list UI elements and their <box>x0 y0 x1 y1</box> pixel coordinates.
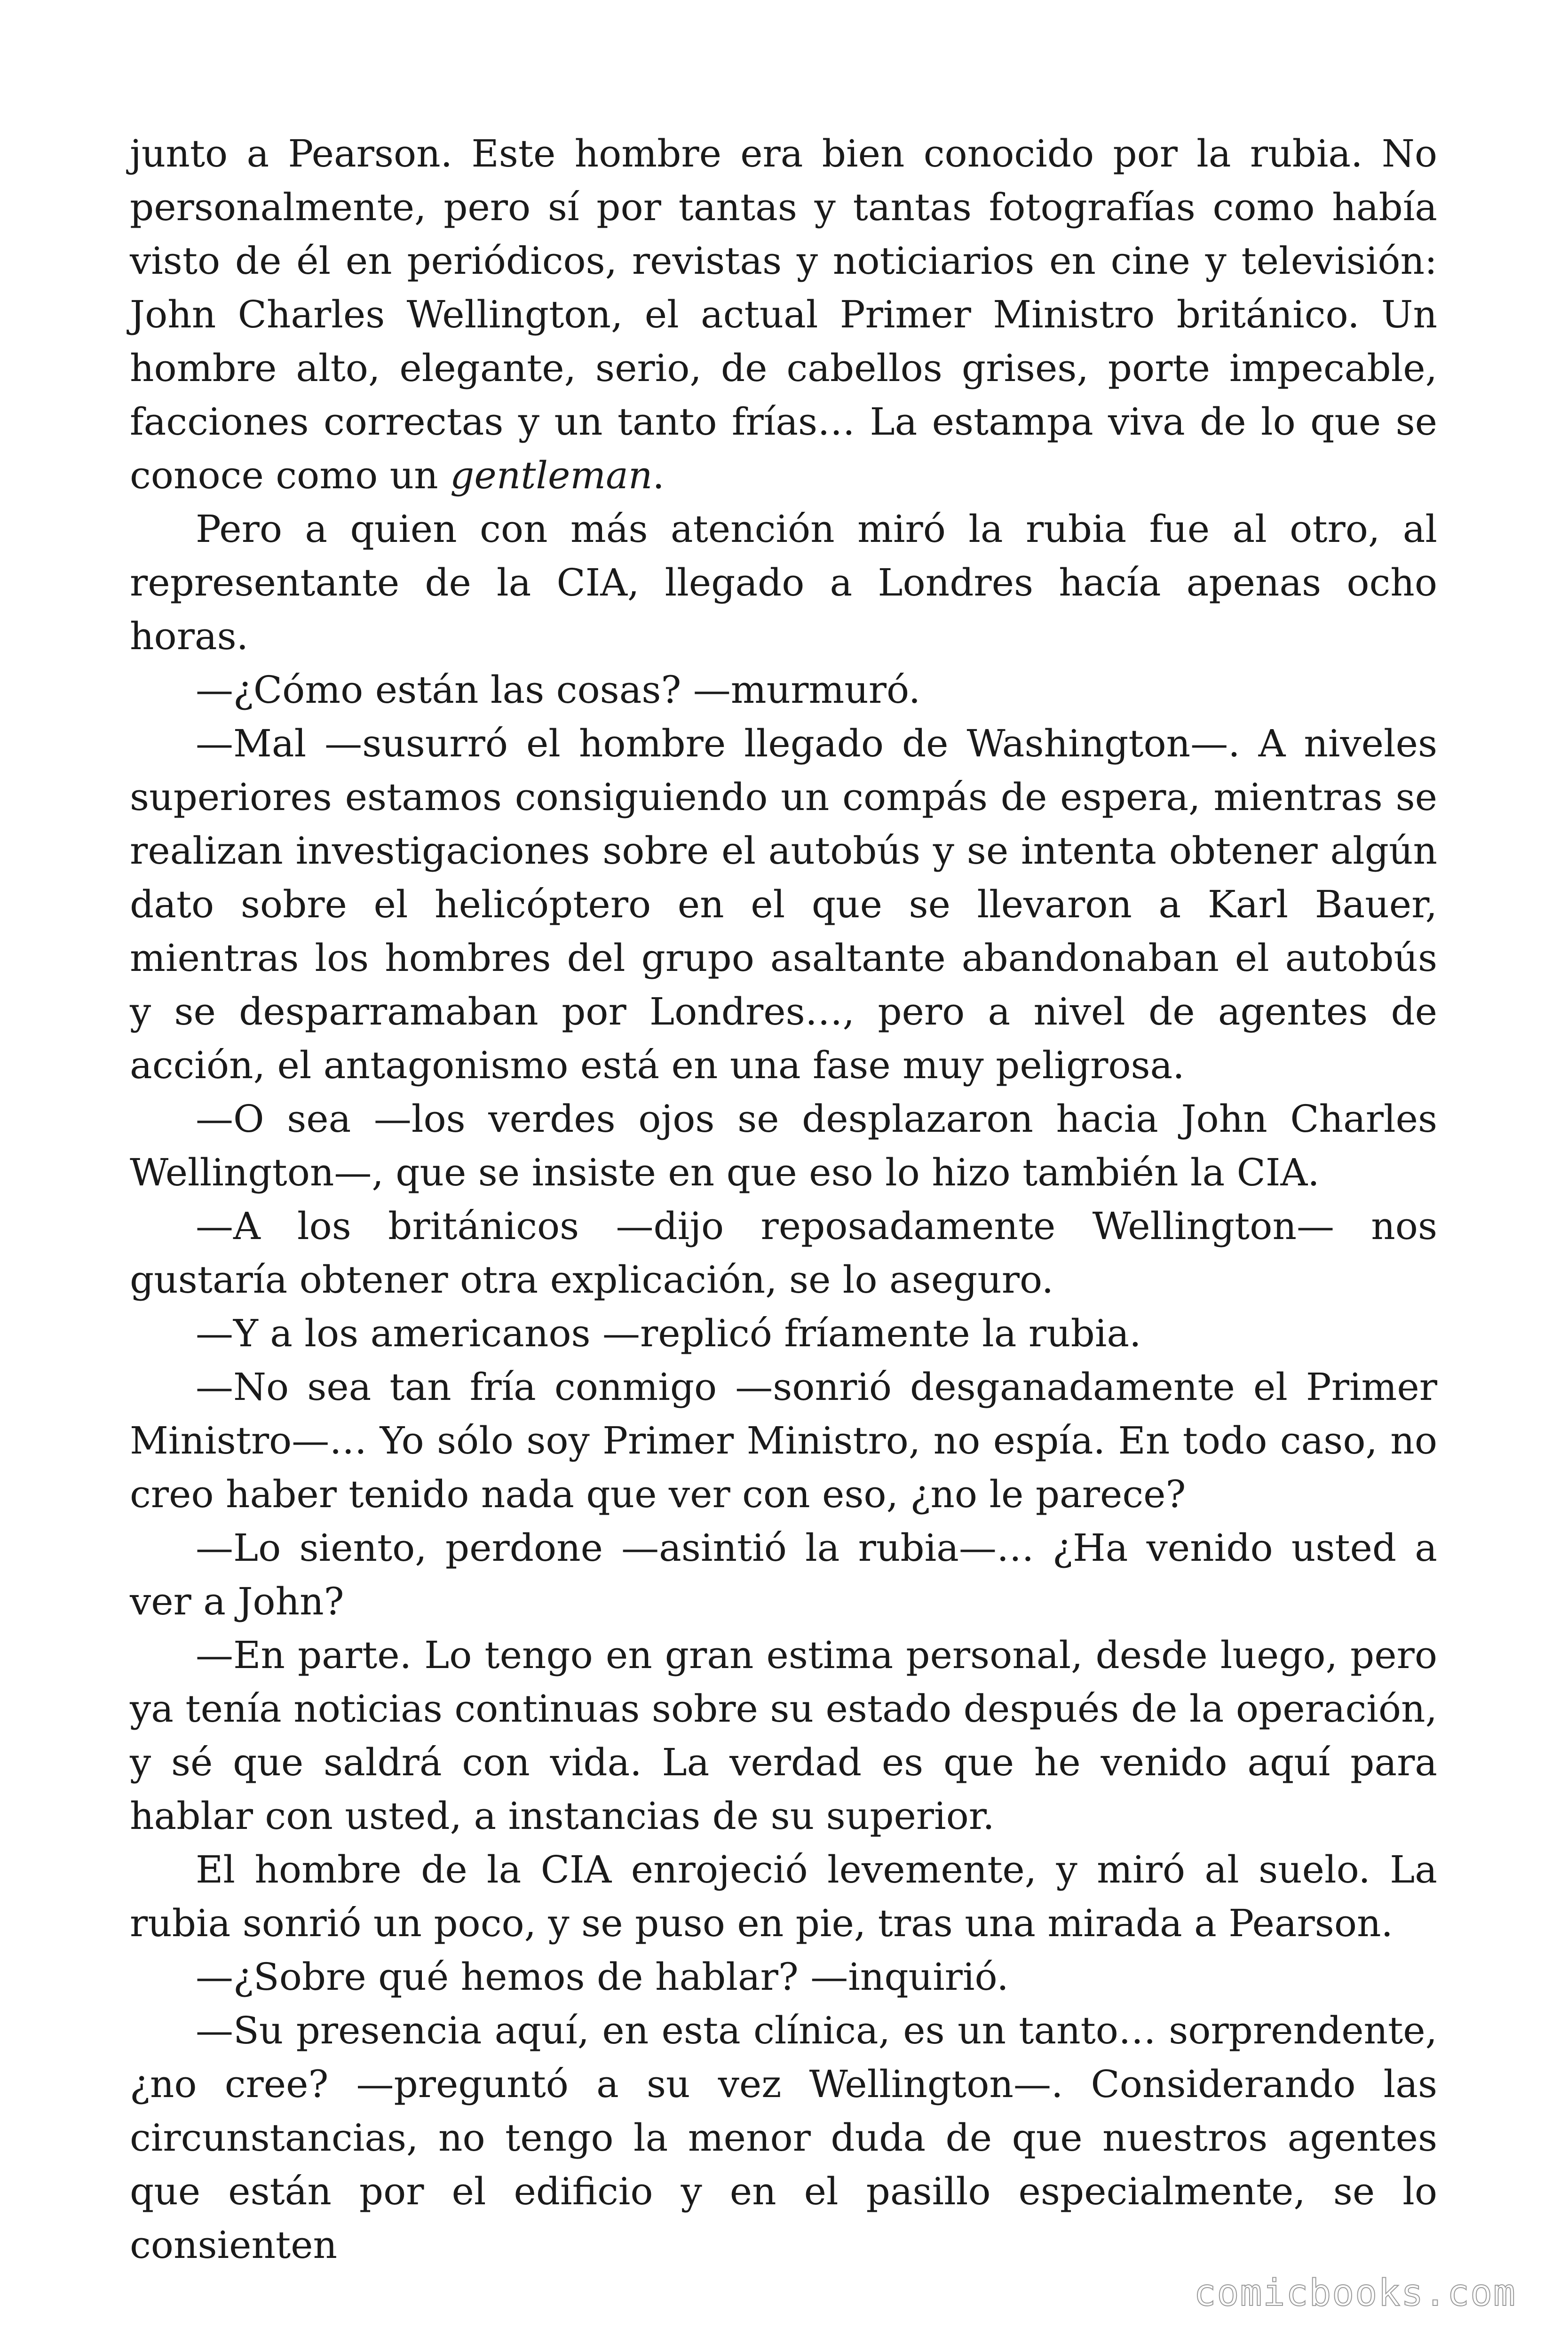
paragraph-12: —¿Sobre qué hemos de hablar? —inquirió. <box>196 1955 1009 1999</box>
paragraph-2: Pero a quien con más atención miró la rubia fue al otro, al representante de la CIA, llegado a Londres hacía apenas ocho horas. <box>130 507 1437 658</box>
paragraph-6: —A los británicos —dijo reposadamente Wellington— nos gustaría obtener otra explicación, se lo aseguro. <box>130 1204 1437 1302</box>
paragraph-10: —En parte. Lo tengo en gran estima personal, desde luego, pero ya tenía noticias continuas sobre su estado después de la operación, y sé que saldrá con vida. La verdad es que he venido aquí para hablar con usted, a instancias de su superior. <box>130 1633 1437 1838</box>
paragraph-13: —Su presencia aquí, en esta clínica, es un tanto… sorprendente, ¿no cree? —preguntó a su vez Wellington—. Considerando las circunstancias, no tengo la menor duda de que nuestros agentes que están por el edificio y en el pasillo especialmente, se lo consienten <box>130 2009 1437 2267</box>
italic-word-gentleman: gentleman <box>450 453 653 497</box>
body-text <box>130 127 1437 2272</box>
paragraph-4: —Mal —susurró el hombre llegado de Washington—. A niveles superiores estamos consiguiendo un compás de espera, mientras se realizan investigaciones sobre el autobús y se intenta obtener algún dato sobre el helicóptero en el que se llevaron a Karl Bauer, mientras los hombres del grupo asaltante abandonaban el autobús y se desparramaban por Londres…, pero a nivel de agentes de acción, el antagonismo está en una fase muy peligrosa. <box>130 722 1437 1087</box>
paragraph-11: El hombre de la CIA enrojeció levemente, y miró al suelo. La rubia sonrió un poco, y se puso en pie, tras una mirada a Pearson. <box>130 1848 1437 1945</box>
paragraph-5: —O sea —los verdes ojos se desplazaron hacia John Charles Wellington—, que se insiste en que eso lo hizo también la CIA. <box>130 1097 1437 1194</box>
paragraph-1 <box>130 127 1437 502</box>
paragraph-1-end: . <box>652 453 665 497</box>
paragraph-3: —¿Cómo están las cosas? —murmuró. <box>196 668 921 712</box>
paragraph-7: —Y a los americanos —replicó fríamente la rubia. <box>196 1311 1141 1355</box>
watermark-logo: comicbooks.com <box>1194 2272 1516 2314</box>
paragraph-1-text: junto a Pearson. Este hombre era bien conocido por la rubia. No personalmente, pero sí por tantas y tantas fotografías como había visto de él en periódicos, revistas y noticiarios en cine y televisión: John Charles Wellington, el actual Primer Ministro británico. Un hombre alto, elegante, serio, de cabellos grises, porte impecable, facciones correctas y un tanto frías… La estampa viva de lo que se conoce como un <box>130 132 1437 497</box>
paragraph-9: —Lo siento, perdone —asintió la rubia—… ¿Ha venido usted a ver a John? <box>130 1526 1437 1623</box>
paragraph-8: —No sea tan fría conmigo —sonrió desganadamente el Primer Ministro—… Yo sólo soy Primer Ministro, no espía. En todo caso, no creo haber tenido nada que ver con eso, ¿no le parece? <box>130 1365 1437 1516</box>
